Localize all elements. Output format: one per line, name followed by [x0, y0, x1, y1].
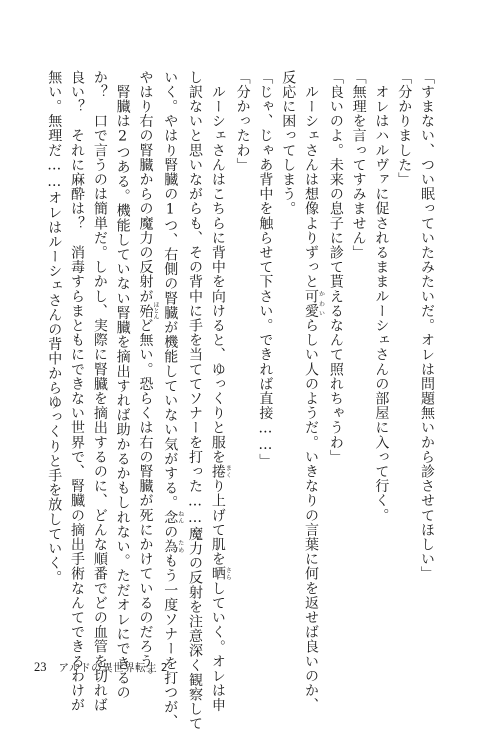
- page-footer: [34, 660, 168, 675]
- furigana: ため: [176, 539, 184, 554]
- ruby-base: 殆: [137, 301, 154, 320]
- page-number: 23: [34, 660, 47, 674]
- text-segment: ルーシェさんは想像よりずっと: [303, 70, 320, 289]
- text-line: オレはハルヴァに促されるままルーシェさんの部屋に入って行く。: [373, 70, 390, 523]
- text-segment: ルーシェさんはこちらに背中を向けると、ゆっくりと服を: [209, 70, 226, 465]
- text-line: 「良いのよ。未来の息子に診て貰えるなんて照れちゃうわ」: [327, 70, 344, 465]
- ruby-base: 念: [162, 510, 179, 525]
- running-title: アルドの異世界転生 2: [58, 662, 169, 674]
- text-line: [299, 70, 325, 713]
- text-line: 無い。無理だ……オレはルーシェさんの背中からゆっくりと手を放していく。: [46, 70, 63, 585]
- ruby-base: 晒: [209, 566, 226, 582]
- ruby-word: [162, 539, 184, 554]
- furigana: かわい: [317, 289, 325, 319]
- ruby-word: [303, 289, 325, 319]
- text-segment: やはり右の腎臓からの魔力の反射が: [137, 70, 154, 304]
- ruby-base: 可愛: [303, 289, 320, 319]
- text-line: 「分かったわ」: [234, 70, 251, 173]
- furigana: ねん: [176, 510, 184, 525]
- text-line: 「すまない、つい眠っていたみたいだ。オレは問題無いから診させてほしい」: [419, 70, 435, 581]
- text-line: [158, 70, 184, 730]
- text-line: し訳ないと思いながらも、その背中に手を当ててソナーを打った……魔力の反射を注意深く観察して: [187, 70, 204, 731]
- text-segment: ど無い。恐らくは右の腎臓が死にかけているのだろう。: [137, 318, 154, 684]
- text-line: 「分かりました」: [396, 70, 413, 187]
- text-line: 「じゃ、じゃあ背中を触らせて下さい。できれば直接……」: [257, 70, 274, 469]
- text-segment: もう一度ソナーを打つが、: [162, 553, 179, 730]
- text-segment: していく。オレは申: [209, 581, 226, 713]
- ruby-word: [137, 301, 159, 320]
- text-segment: らしい人のようだ。いきなりの言葉に何を返せば良いのか、: [303, 318, 320, 713]
- furigana: まく: [224, 464, 232, 479]
- text-line: [134, 70, 159, 684]
- text-segment: り上げて肌を: [209, 478, 226, 567]
- furigana: ほとん: [151, 301, 159, 320]
- text-line: 「無理を言ってすみません」: [350, 70, 367, 260]
- ruby-word: [209, 464, 232, 479]
- text-line: 腎臓は2つある。機能していない腎臓を摘出すれば助かるかもしれない。ただオレにできるの: [114, 70, 131, 700]
- ruby-word: [162, 510, 184, 525]
- text-line: [206, 70, 232, 713]
- text-segment: いく。やはり腎臓の1つ、右側の腎臓が機能していない気がする。: [162, 70, 179, 510]
- text-segment: の: [162, 524, 179, 540]
- ruby-base: 捲: [209, 464, 226, 479]
- ruby-base: 為: [162, 539, 179, 554]
- furigana: さら: [224, 566, 232, 582]
- text-line: か？ 口で言うのは簡単だ。しかし、実際に腎臓を摘出するのに、どんな順番でどの血管を切れば: [91, 70, 108, 713]
- text-line: 良い？ それに麻酔は？ 消毒すらまともにできない世界で、腎臓の摘出手術なんてできるわけが: [69, 70, 86, 713]
- text-line: 反応に困ってしまう。: [280, 70, 297, 216]
- ruby-word: [209, 566, 232, 582]
